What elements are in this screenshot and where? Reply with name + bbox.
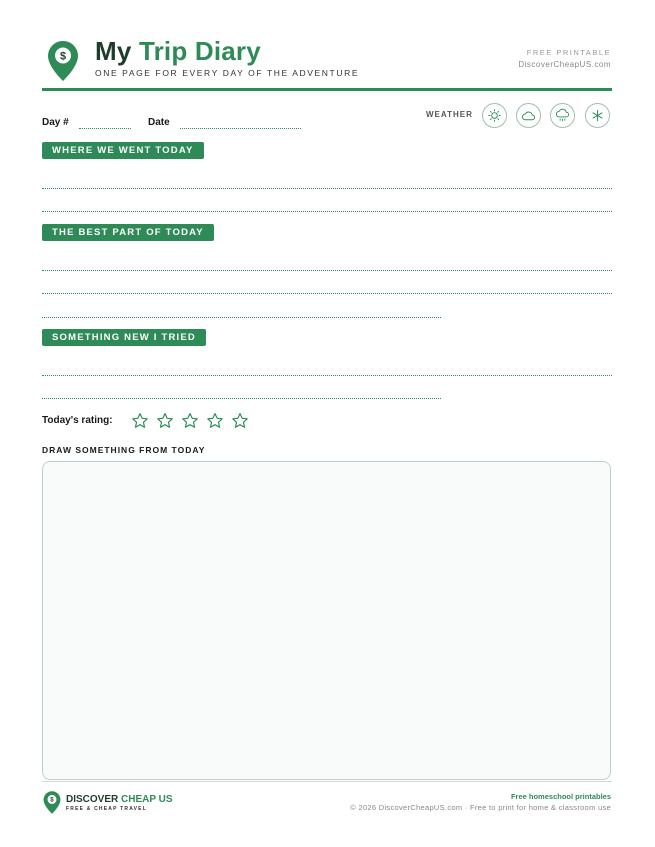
writing-line[interactable] (42, 270, 612, 271)
writing-line[interactable] (42, 211, 612, 212)
section-something-new: SOMETHING NEW I TRIED (42, 329, 206, 346)
writing-line[interactable] (42, 398, 441, 399)
footer-logo-pin-icon (43, 790, 61, 815)
brand-part2: CHEAP US (121, 794, 173, 805)
page-subtitle: ONE PAGE FOR EVERY DAY OF THE ADVENTURE (95, 68, 360, 78)
footer-printables: Free homeschool printables (510, 792, 611, 801)
rating-star-icon[interactable] (181, 412, 199, 430)
rating-star-icon[interactable] (206, 412, 224, 430)
footer-divider (42, 781, 612, 782)
logo-symbol: $ (59, 50, 67, 63)
brand-part1: DISCOVER (66, 794, 122, 805)
rating-star-icon[interactable] (131, 412, 149, 430)
snowflake-icon[interactable] (585, 103, 610, 128)
page-title (95, 36, 261, 67)
section-best-part: THE BEST PART OF TODAY (42, 224, 214, 241)
footer-copyright: © 2026 DiscoverCheapUS.com · Free to print for home & classroom use (350, 803, 611, 812)
rating-label: Today's rating: (42, 415, 113, 426)
drawing-area[interactable] (42, 461, 611, 780)
footer-tagline: FREE & CHEAP TRAVEL (66, 806, 147, 812)
date-label: Date (148, 117, 170, 128)
svg-text:$: $ (50, 796, 54, 804)
section-where-we-went: WHERE WE WENT TODAY (42, 142, 204, 159)
header-divider (42, 88, 612, 91)
sun-icon[interactable] (482, 103, 507, 128)
day-field[interactable] (79, 128, 131, 129)
date-field[interactable] (180, 128, 301, 129)
rating-star-icon[interactable] (231, 412, 249, 430)
title-part2: Trip Diary (138, 36, 261, 66)
site-url: DiscoverCheapUS.com (518, 60, 611, 69)
writing-line[interactable] (42, 317, 441, 318)
logo-pin-icon (47, 40, 79, 82)
rating-star-icon[interactable] (156, 412, 174, 430)
title-part1: My (95, 36, 139, 66)
weather-label: WEATHER (426, 110, 473, 119)
writing-line[interactable] (42, 375, 612, 376)
day-label: Day # (42, 117, 69, 128)
rain-cloud-icon[interactable] (550, 103, 575, 128)
cloud-icon[interactable] (516, 103, 541, 128)
draw-label: DRAW SOMETHING FROM TODAY (42, 445, 206, 455)
writing-line[interactable] (42, 293, 612, 294)
footer-brand (66, 794, 173, 805)
writing-line[interactable] (42, 188, 612, 189)
free-printable-label: FREE PRINTABLE (526, 48, 611, 57)
